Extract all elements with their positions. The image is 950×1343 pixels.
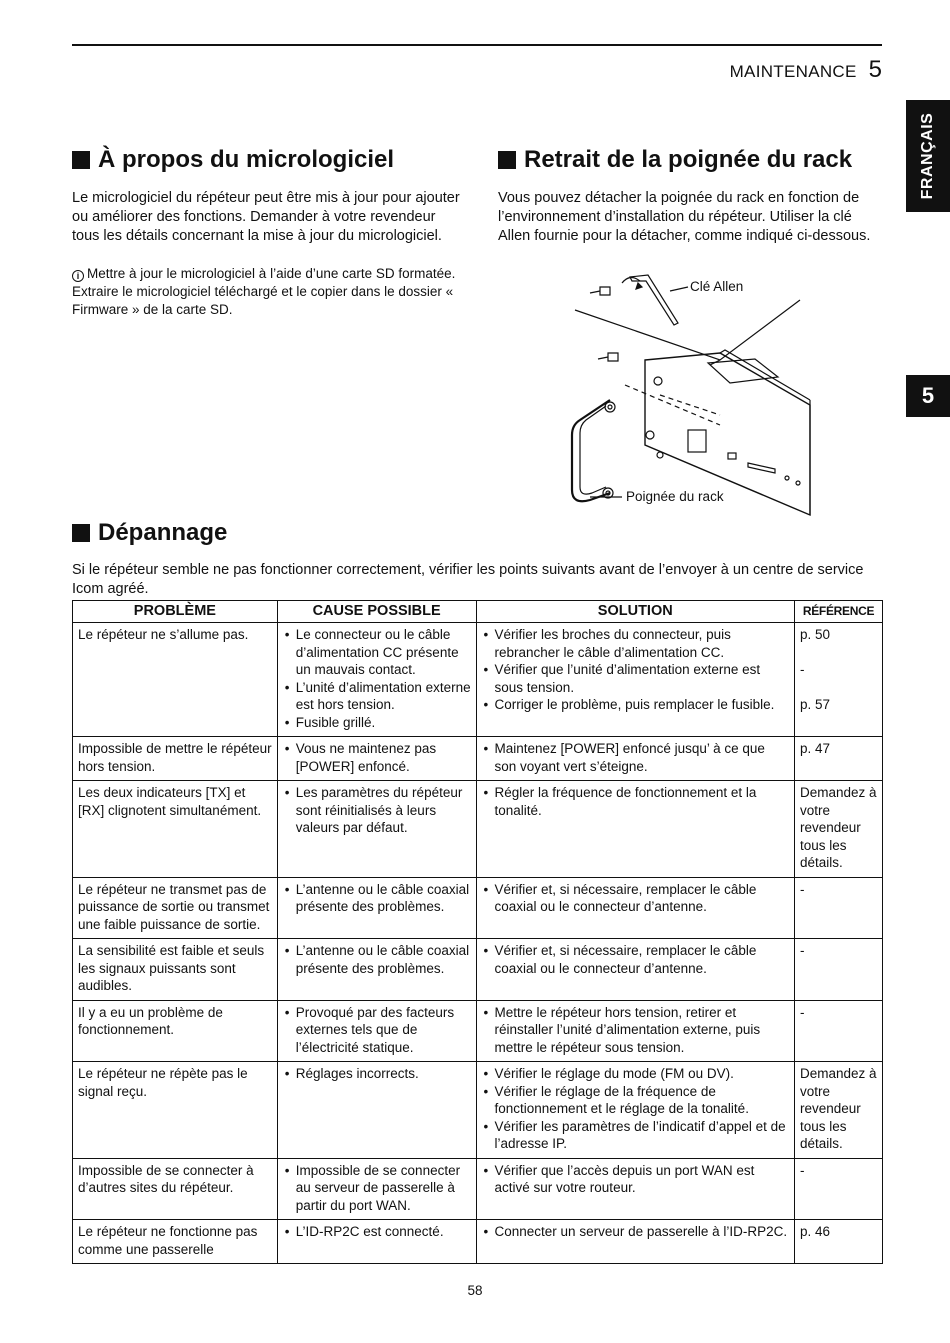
cause-cell bbox=[277, 1000, 476, 1062]
header-solution: SOLUTION bbox=[476, 601, 794, 623]
reference-item: - bbox=[800, 1004, 805, 1020]
reference-cell bbox=[795, 939, 883, 1001]
cause-list bbox=[283, 740, 472, 775]
reference-cell bbox=[795, 1220, 883, 1264]
square-bullet-icon bbox=[72, 524, 90, 542]
solution-cell bbox=[476, 623, 794, 737]
reference-item: Demandez à votre revendeur tous les détails. bbox=[800, 1066, 877, 1151]
reference-item: p. 47 bbox=[800, 741, 831, 756]
problem-cell: Impossible de se connecter à d’autres sites du répéteur. bbox=[73, 1158, 278, 1220]
reference-cell bbox=[795, 1158, 883, 1220]
table-body bbox=[73, 623, 883, 1264]
table-row bbox=[73, 623, 883, 737]
cause-item: • Impossible de se connecter au serveur de passerelle à partir du port WAN. bbox=[283, 1162, 472, 1215]
rack-title: Retrait de la poignée du rack bbox=[524, 146, 853, 173]
troubleshooting-heading bbox=[72, 519, 227, 547]
problem-cell: Le répéteur ne répète pas le signal reçu. bbox=[73, 1062, 278, 1159]
troubleshooting-table bbox=[72, 600, 883, 1264]
reference-cell bbox=[795, 877, 883, 939]
reference-cell bbox=[795, 1000, 883, 1062]
rack-body: Vous pouvez détacher la poignée du rack en fonction de l’environnement d’installation du répéteur. Utiliser la clé Allen fournie pour la détacher, comme indiqué ci-dessous. bbox=[498, 190, 871, 244]
table-row bbox=[73, 781, 883, 878]
cause-item: • Les paramètres du répéteur sont réinitialisés à leurs valeurs par défaut. bbox=[283, 784, 472, 837]
header-problem: PROBLÈME bbox=[73, 601, 278, 623]
problem-cell: Il y a eu un problème de fonctionnement. bbox=[73, 1000, 278, 1062]
cause-cell bbox=[277, 877, 476, 939]
firmware-body: Le micrologiciel du répéteur peut être mis à jour pour ajouter ou améliorer des fonctions. Demander à votre revendeur tous les détails concernant la mise à jour du micrologiciel. bbox=[72, 190, 460, 244]
cause-cell bbox=[277, 623, 476, 737]
table-row bbox=[73, 939, 883, 1001]
reference-item: p. 46 bbox=[800, 1224, 831, 1239]
language-tab-label: FRANÇAIS bbox=[919, 112, 936, 200]
solution-list bbox=[482, 1004, 790, 1057]
reference-cell bbox=[795, 781, 883, 878]
cause-item: • Provoqué par des facteurs externes tels que de l’électricité statique. bbox=[283, 1004, 472, 1057]
problem-cell: Le répéteur ne fonctionne pas comme une passerelle bbox=[73, 1220, 278, 1264]
cause-list bbox=[283, 942, 472, 977]
firmware-note-text: Mettre à jour le micrologiciel à l’aide d’une carte SD formatée. Extraire le micrologiciel téléchargé et le copier dans le dossier « Firmware » de la carte SD. bbox=[72, 266, 456, 317]
solution-item: • Vérifier les paramètres de l’indicatif d’appel et de l’adresse IP. bbox=[482, 1118, 790, 1153]
solution-item: • Vérifier que l’accès depuis un port WAN est activé sur votre routeur. bbox=[482, 1162, 790, 1197]
solution-list bbox=[482, 1162, 790, 1197]
solution-item: • Connecter un serveur de passerelle à l’ID-RP2C. bbox=[482, 1223, 790, 1241]
solution-item: • Vérifier les broches du connecteur, puis rebrancher le câble d’alimentation CC. bbox=[482, 626, 790, 661]
reference-cell bbox=[795, 623, 883, 737]
solution-cell bbox=[476, 939, 794, 1001]
reference-cell bbox=[795, 737, 883, 781]
reference-item: p. 50 bbox=[800, 627, 831, 642]
problem-cell: Impossible de mettre le répéteur hors tension. bbox=[73, 737, 278, 781]
cause-list bbox=[283, 1004, 472, 1057]
cause-cell bbox=[277, 939, 476, 1001]
cause-list bbox=[283, 1223, 472, 1241]
top-rule bbox=[72, 44, 882, 46]
cause-item: • Réglages incorrects. bbox=[283, 1065, 472, 1083]
solution-item: • Corriger le problème, puis remplacer le fusible. bbox=[482, 696, 790, 714]
solution-cell bbox=[476, 737, 794, 781]
solution-list bbox=[482, 1065, 790, 1153]
solution-item: • Régler la fréquence de fonctionnement et la tonalité. bbox=[482, 784, 790, 819]
table-row bbox=[73, 877, 883, 939]
firmware-title: À propos du micrologiciel bbox=[98, 146, 395, 173]
cause-item: • L’antenne ou le câble coaxial présente des problèmes. bbox=[283, 942, 472, 977]
solution-item: • Vérifier le réglage de la fréquence de fonctionnement et le réglage de la tonalité. bbox=[482, 1083, 790, 1118]
solution-list bbox=[482, 881, 790, 916]
cause-list bbox=[283, 626, 472, 731]
rack-handle-label: Poignée du rack bbox=[626, 489, 724, 504]
cause-list bbox=[283, 1162, 472, 1215]
cause-list bbox=[283, 784, 472, 837]
cause-item: • L’unité d’alimentation externe est hors tension. bbox=[283, 679, 472, 714]
square-bullet-icon bbox=[72, 151, 90, 169]
cause-item: • Vous ne maintenez pas [POWER] enfoncé. bbox=[283, 740, 472, 775]
chapter-title: MAINTENANCE bbox=[729, 62, 857, 81]
reference-item: p. 57 bbox=[800, 697, 831, 712]
table-row bbox=[73, 737, 883, 781]
solution-item: • Vérifier le réglage du mode (FM ou DV). bbox=[482, 1065, 790, 1083]
problem-cell: Le répéteur ne transmet pas de puissance de sortie ou transmet une faible puissance de sortie. bbox=[73, 877, 278, 939]
solution-cell bbox=[476, 1062, 794, 1159]
cause-list bbox=[283, 881, 472, 916]
troubleshooting-title: Dépannage bbox=[98, 519, 228, 546]
rack-handle-illustration bbox=[570, 265, 820, 525]
reference-item: - bbox=[800, 881, 805, 897]
troubleshooting-intro: Si le répéteur semble ne pas fonctionner correctement, vérifier les points suivants avant de l’envoyer à un centre de service Icom agréé. bbox=[72, 562, 864, 597]
table-row bbox=[73, 1220, 883, 1264]
language-tab bbox=[906, 100, 950, 212]
table-row bbox=[73, 1158, 883, 1220]
rack-heading bbox=[498, 146, 852, 174]
header-cause: CAUSE POSSIBLE bbox=[277, 601, 476, 623]
firmware-heading bbox=[72, 146, 394, 174]
table-header-row bbox=[73, 601, 883, 623]
cause-item: • L’ID-RP2C est connecté. bbox=[283, 1223, 472, 1241]
solution-cell bbox=[476, 1158, 794, 1220]
solution-cell bbox=[476, 1000, 794, 1062]
solution-list bbox=[482, 626, 790, 714]
table-row bbox=[73, 1062, 883, 1159]
solution-item: • Maintenez [POWER] enfoncé jusqu’ à ce que son voyant vert s’éteigne. bbox=[482, 740, 790, 775]
cause-cell bbox=[277, 1062, 476, 1159]
cause-item: • Le connecteur ou le câble d’alimentation CC présente un mauvais contact. bbox=[283, 626, 472, 679]
cause-cell bbox=[277, 1220, 476, 1264]
cause-cell bbox=[277, 737, 476, 781]
reference-item: - bbox=[800, 943, 805, 958]
solution-list bbox=[482, 784, 790, 819]
solution-cell bbox=[476, 1220, 794, 1264]
solution-item: • Mettre le répéteur hors tension, retirer et réinstaller l’unité d’alimentation externe, puis mettre le répéteur sous tension. bbox=[482, 1004, 790, 1057]
cause-cell bbox=[277, 1158, 476, 1220]
header-reference: RÉFÉRENCE bbox=[795, 601, 883, 623]
reference-item: - bbox=[800, 1162, 805, 1178]
cause-item: • Fusible grillé. bbox=[283, 714, 472, 732]
solution-cell bbox=[476, 781, 794, 878]
solution-cell bbox=[476, 877, 794, 939]
reference-item: Demandez à votre revendeur tous les détails. bbox=[800, 785, 877, 870]
problem-cell: Les deux indicateurs [TX] et [RX] clignotent simultanément. bbox=[73, 781, 278, 878]
solution-list bbox=[482, 942, 790, 977]
cause-list bbox=[283, 1065, 472, 1083]
cause-item: • L’antenne ou le câble coaxial présente des problèmes. bbox=[283, 881, 472, 916]
info-icon: i bbox=[72, 270, 84, 282]
cause-cell bbox=[277, 781, 476, 878]
chapter-header bbox=[730, 56, 882, 84]
solution-item: • Vérifier et, si nécessaire, remplacer le câble coaxial ou le connecteur d’antenne. bbox=[482, 942, 790, 977]
allen-key-label: Clé Allen bbox=[690, 279, 744, 294]
table-row bbox=[73, 1000, 883, 1062]
chapter-tab: 5 bbox=[906, 375, 950, 417]
solution-list bbox=[482, 1223, 790, 1241]
solution-item: • Vérifier que l’unité d’alimentation externe est sous tension. bbox=[482, 661, 790, 696]
page-number: 58 bbox=[467, 1283, 483, 1298]
chapter-number: 5 bbox=[868, 56, 882, 83]
square-bullet-icon bbox=[498, 151, 516, 169]
problem-cell: Le répéteur ne s’allume pas. bbox=[73, 623, 278, 737]
reference-item: - bbox=[800, 662, 805, 677]
firmware-note bbox=[72, 265, 457, 319]
solution-item: • Vérifier et, si nécessaire, remplacer le câble coaxial ou le connecteur d’antenne. bbox=[482, 881, 790, 916]
reference-cell bbox=[795, 1062, 883, 1159]
problem-cell: La sensibilité est faible et seuls les signaux puissants sont audibles. bbox=[73, 939, 278, 1001]
solution-list bbox=[482, 740, 790, 775]
